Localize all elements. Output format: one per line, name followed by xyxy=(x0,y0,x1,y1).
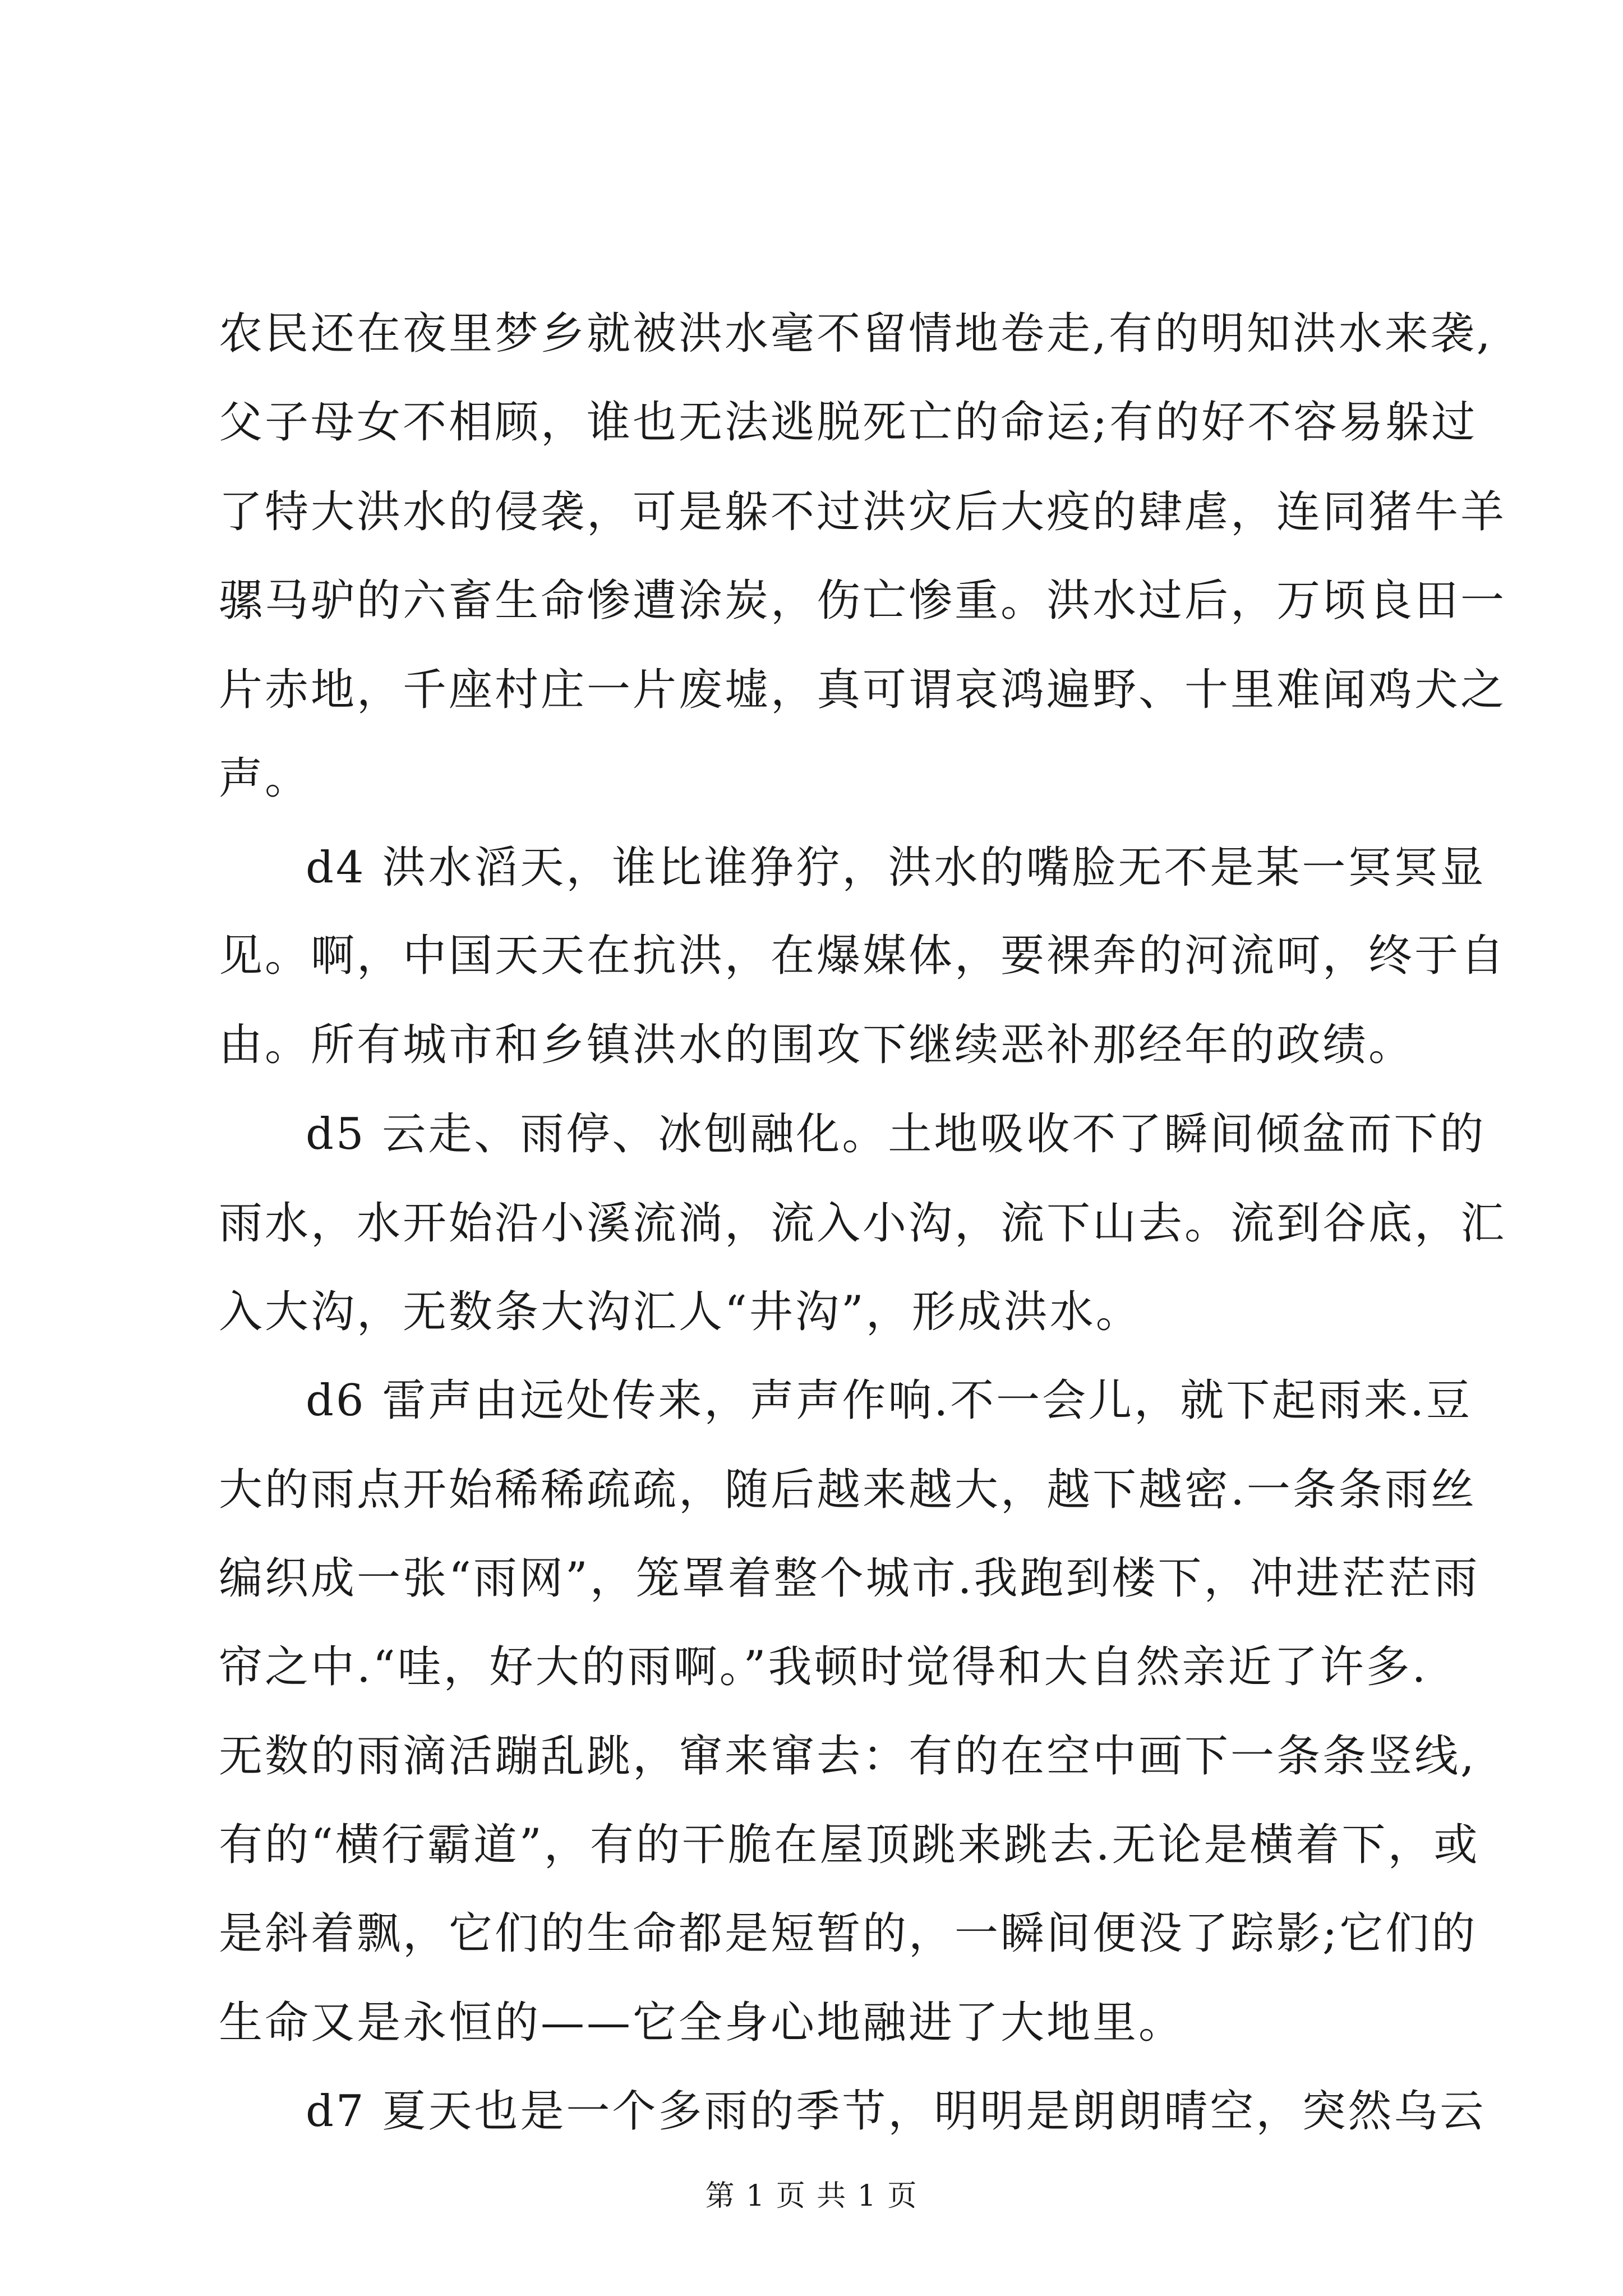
text-line: 编织成一张“雨网”，笼罩着整个城市.我跑到楼下，冲进茫茫雨 xyxy=(219,1553,1480,1604)
text-line: 是斜着飘，它们的生命都是短暂的，一瞬间便没了踪影;它们的 xyxy=(219,1908,1478,1959)
text-line: 有的“横行霸道”，有的干脆在屋顶跳来跳去.无论是横着下，或 xyxy=(219,1820,1480,1870)
text-line: 了特大洪水的侵袭，可是躲不过洪灾后大疫的肆虐，连同猪牛羊 xyxy=(219,487,1507,537)
text-line: 骡马驴的六畜生命惨遭涂炭，伤亡惨重。洪水过后，万顷良田一 xyxy=(219,576,1507,626)
text-line: 大的雨点开始稀稀疏疏，随后越来越大，越下越密.一条条雨丝 xyxy=(219,1465,1477,1515)
text-line: 帘之中.“哇，好大的雨啊。”我顿时觉得和大自然亲近了许多. xyxy=(219,1642,1428,1692)
text-line: 见。啊，中国天天在抗洪，在爆媒体，要裸奔的河流呵，终于自 xyxy=(219,931,1507,981)
text-line: 由。所有城市和乡镇洪水的围攻下继续恶补那经年的政绩。 xyxy=(219,1020,1415,1070)
text-line: 生命又是永恒的——它全身心地融进了大地里。 xyxy=(219,1998,1185,2048)
text-line: d5 云走、雨停、冰刨融化。土地吸收不了瞬间倾盆而下的 xyxy=(306,1109,1486,1159)
text-line: d4 洪水滔天，谁比谁狰狞，洪水的嘴脸无不是某一冥冥显 xyxy=(306,843,1486,893)
page-footer: 第 1 页 共 1 页 xyxy=(705,2179,918,2213)
text-line: 入大沟，无数条大沟汇人“井沟”，形成洪水。 xyxy=(219,1287,1142,1337)
text-line: 雨水，水开始沿小溪流淌，流入小沟，流下山去。流到谷底，汇 xyxy=(219,1198,1507,1249)
text-line: 声。 xyxy=(219,753,311,804)
text-line: 片赤地，千座村庄一片废墟，真可谓哀鸿遍野、十里难闻鸡犬之 xyxy=(219,665,1507,715)
text-line: d7 夏天也是一个多雨的季节，明明是朗朗晴空，突然乌云 xyxy=(306,2086,1486,2137)
text-line: 无数的雨滴活蹦乱跳，窜来窜去：有的在空中画下一条条竖线, xyxy=(219,1731,1477,1782)
text-line: 父子母女不相顾，谁也无法逃脱死亡的命运;有的好不容易躲过 xyxy=(219,397,1478,448)
text-line: 农民还在夜里梦乡就被洪水毫不留情地卷走,有的明知洪水来袭, xyxy=(219,309,1493,359)
text-line: d6 雷声由远处传来，声声作响.不一会儿，就下起雨来.豆 xyxy=(306,1375,1472,1426)
